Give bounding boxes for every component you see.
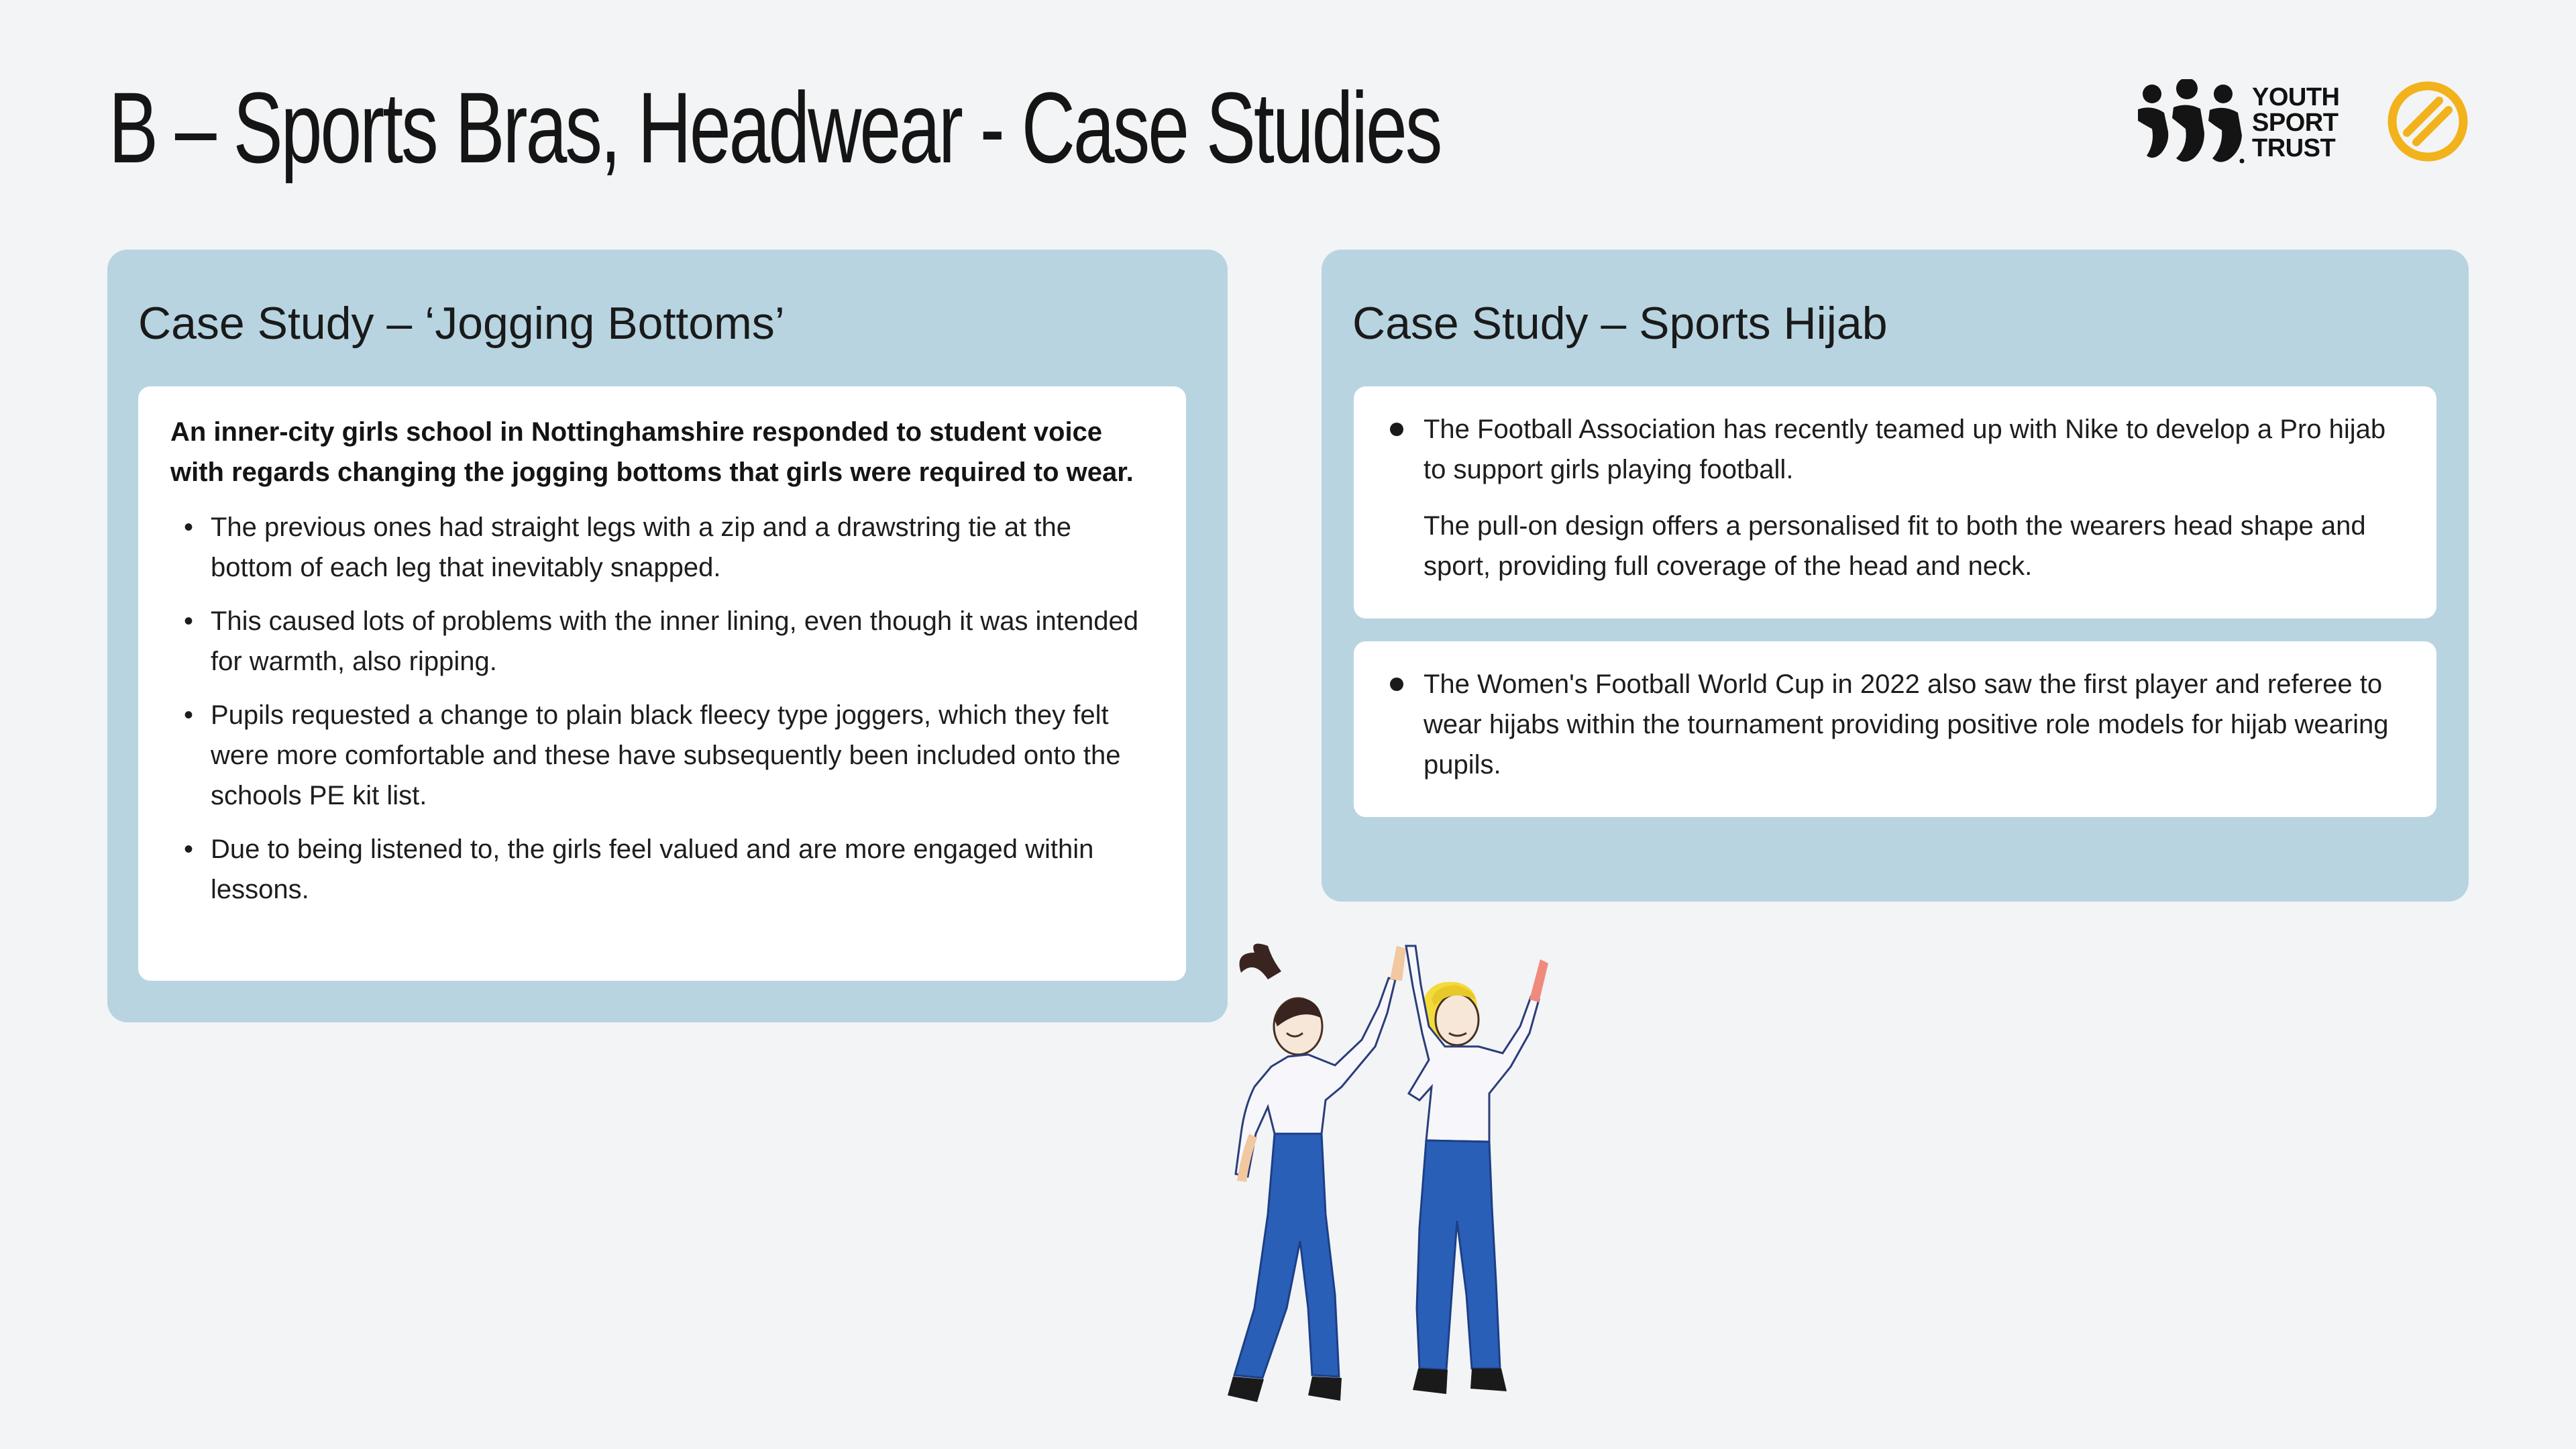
bullet-dot: [1390, 423, 1403, 436]
hijab-info-box-2: [1354, 641, 2436, 817]
list-item-text: Pupils requested a change to plain black fleecy type joggers, which they felt were more comfortable and these have subsequently been included onto the schools PE kit list.: [211, 700, 1121, 810]
list-item-text: The Football Association has recently teamed up with Nike to develop a Pro hijab to support girls playing football.: [1424, 415, 2386, 484]
card-heading: Case Study – Sports Hijab: [1352, 298, 1888, 349]
logo-word-youth: YOUTH: [2252, 83, 2340, 111]
list-item: [1387, 664, 2403, 785]
girl-left-figure: [1228, 944, 1406, 1402]
logo-word-sport: SPORT: [2252, 109, 2339, 137]
youth-sport-trust-wordmark: [2252, 85, 2340, 161]
bullet-dot: [1390, 678, 1403, 691]
girl-right-figure: [1406, 946, 1548, 1394]
bullet-list: [170, 507, 1154, 910]
list-item: • Due to being listened to, the girls feel valued and are more engaged within lessons.: [184, 835, 1094, 904]
people-figures-icon: [2135, 79, 2249, 166]
youth-sport-trust-logo: [2135, 79, 2343, 166]
page-title: B – Sports Bras, Headwear - Case Studies: [109, 71, 1441, 184]
list-item: • Pupils requested a change to plain black fleecy type joggers, which they felt were more comfortable and these have subsequently been included onto the schools PE kit list.: [184, 700, 1121, 810]
list-item: [1387, 409, 2403, 490]
logo-word-trust: TRUST: [2252, 134, 2336, 162]
list-item-text: The previous ones had straight legs with a zip and a drawstring tie at the bottom of each leg that inevitably snapped.: [211, 513, 1071, 582]
case-study-jogging-bottoms-card: [107, 250, 1228, 1022]
list-item: • This caused lots of problems with the inner lining, even though it was intended for warmth, also ripping.: [184, 606, 1139, 676]
paragraph: The pull-on design offers a personalised fit to both the wearers head shape and sport, providing full coverage of the head and neck.: [1424, 511, 2366, 581]
list-item-text: The Women's Football World Cup in 2022 also saw the first player and referee to wear hijabs within the tournament providing positive role models for hijab wearing pupils.: [1424, 669, 2389, 780]
striped-circle-badge-icon: [2387, 80, 2469, 162]
card-heading: Case Study – ‘Jogging Bottoms’: [138, 298, 785, 349]
case-study-content-box: [138, 386, 1186, 981]
list-item-text: Due to being listened to, the girls feel valued and are more engaged within lessons.: [211, 835, 1094, 904]
lead-paragraph: An inner-city girls school in Nottinghamshire responded to student voice with regards changing the jogging bottoms that girls were required to wear.: [170, 417, 1134, 487]
list-item-text: This caused lots of problems with the inner lining, even though it was intended for warmth, also ripping.: [211, 606, 1139, 676]
case-study-sports-hijab-card: [1322, 250, 2469, 902]
hijab-info-box-1: [1354, 386, 2436, 619]
list-item: • The previous ones had straight legs with a zip and a drawstring tie at the bottom of each leg that inevitably snapped.: [184, 513, 1071, 582]
girls-high-five-illustration: [1208, 932, 1610, 1415]
